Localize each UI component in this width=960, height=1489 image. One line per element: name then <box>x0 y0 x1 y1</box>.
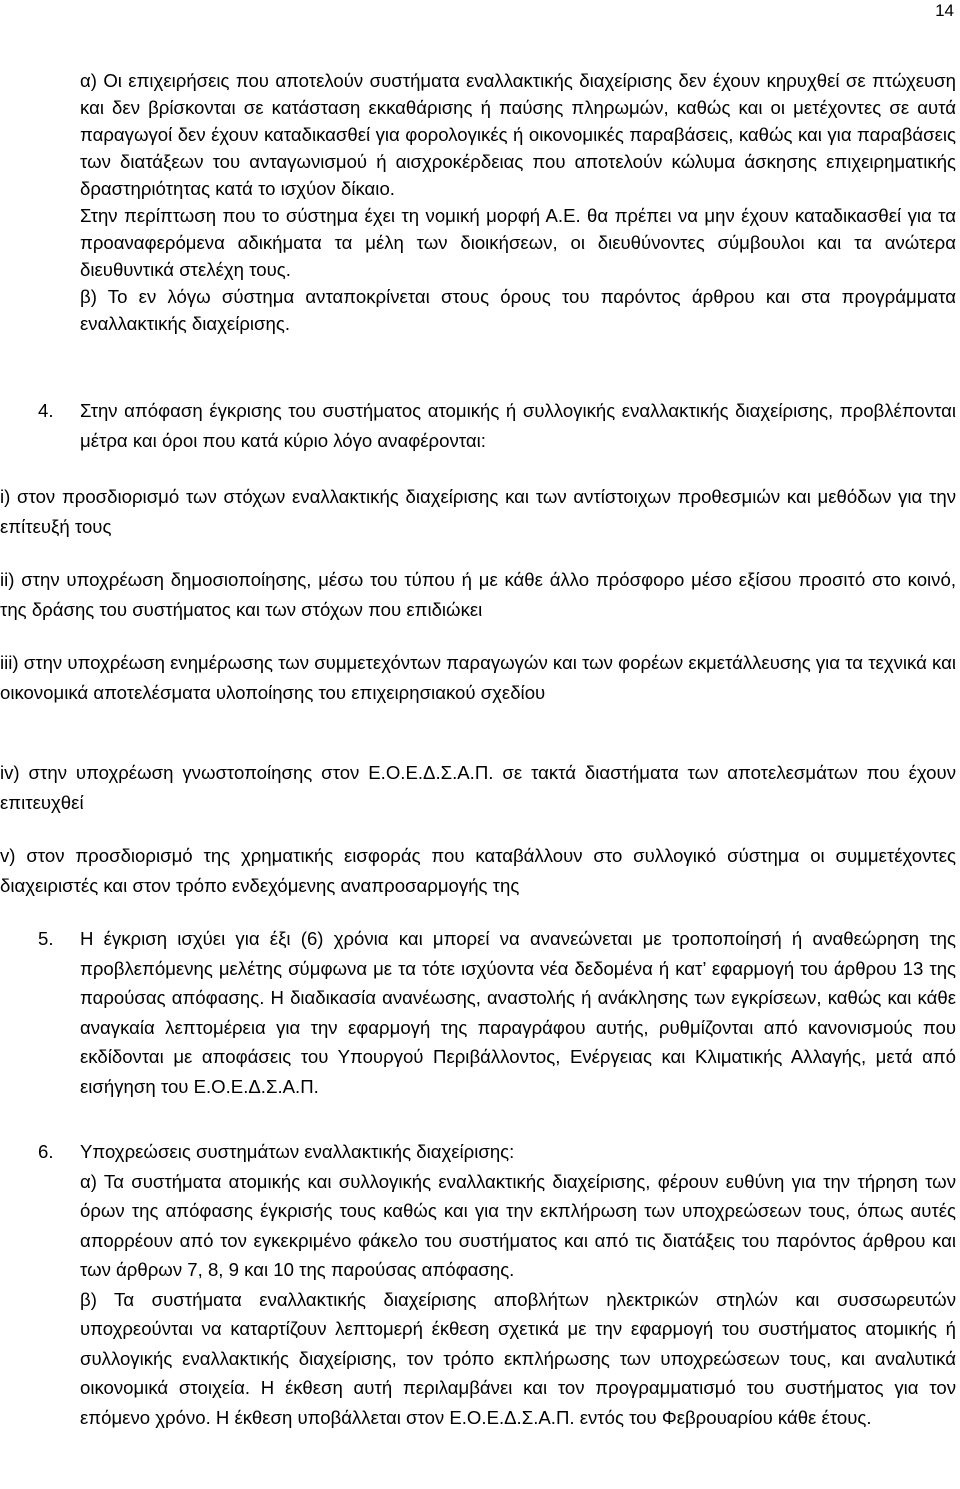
item-4-number: 4. <box>38 400 54 421</box>
sub-item-text: iii) στην υποχρέωση ενημέρωσης των συμμετεχόντων παραγωγών και των φορέων εκμετάλλευσης για τα τεχνικά και οικονομικά αποτελέσματα υλοποίησης του επιχειρησιακού σχεδίου <box>0 652 956 703</box>
paragraph-a: α) Οι επιχειρήσεις που αποτελούν συστήματα εναλλακτικής διαχείρισης δεν έχουν κηρυχθεί σε πτώχευση και δεν βρίσκονται σε κατάσταση εκκαθάρισης ή παύσης πληρωμών, καθώς και οι μετέχοντες σε αυτά παραγωγοί δεν έχουν καταδικασθεί για φορολογικές ή οικονομικές παραβάσεις, καθώς και για παραβάσεις των διατάξεων του ανταγωνισμού ή αισχροκέρδειας που αποτελούν κώλυμα άσκησης επιχειρηματικής δραστηριότητας κατά το ισχύον δίκαιο. <box>80 70 956 199</box>
sub-item-text: ii) στην υποχρέωση δημοσιοποίησης, μέσω του τύπου ή με κάθε άλλο πρόσφορο μέσο εξίσου προσιτό στο κοινό, της δράσης του συστήματος και των στόχων που επιδιώκει <box>0 569 956 620</box>
sub-item-text: v) στον προσδιορισμό της χρηματικής εισφοράς που καταβάλλουν στο συλλογικό σύστημα οι συμμετέχοντες διαχειριστές και στον τρόπο ενδεχόμενης αναπροσαρμογής της <box>0 845 956 896</box>
item-4-text: Στην απόφαση έγκρισης του συστήματος ατομικής ή συλλογικής εναλλακτικής διαχείρισης, προβλέπονται μέτρα και όροι που κατά κύριο λόγο αναφέρονται: <box>80 400 956 451</box>
item-6-paragraph-b: β) Τα συστήματα εναλλακτικής διαχείρισης αποβλήτων ηλεκτρικών στηλών και συσσωρευτών υποχρεούνται να καταρτίζουν λεπτομερή έκθεση σχετικά με την εφαρμογή του συστήματος ατομικής ή συλλογικής εναλλακτικής διαχείρισης, τον τρόπο εκπλήρωσης των υποχρεώσεων τους, και αναλυτικά οικονομικά στοιχεία. Η έκθεση αυτή περιλαμβάνει και τον προγραμματισμό του συστήματος για τον επόμενο χρόνο. Η έκθεση υποβάλλεται στον Ε.Ο.Ε.Δ.Σ.Α.Π. εντός του Φεβρουαρίου κάθε έτους. <box>80 1288 956 1428</box>
sub-item-i <box>0 482 956 541</box>
sub-item-iii <box>0 648 956 707</box>
sub-item-text: iv) στην υποχρέωση γνωστοποίησης στον Ε.Ο.Ε.Δ.Σ.Α.Π. σε τακτά διαστήματα των αποτελεσμάτων που έχουν επιτευχθεί <box>0 762 956 813</box>
sub-item-ii <box>0 565 956 624</box>
item-6-paragraph-a: α) Τα συστήματα ατομικής και συλλογικής εναλλακτικής διαχείρισης, φέρουν ευθύνη για την τήρηση των όρων της απόφασης έγκρισής τους καθώς και για την εκπλήρωση των υποχρεώσεων τους, όπως αυτές απορρέουν από τον εγκεκριμένο φάκελο του συστήματος και από τις διατάξεις του παρόντος άρθρου και των άρθρων 7, 8, 9 και 10 της παρούσας απόφασης. <box>80 1170 956 1280</box>
item-5-number: 5. <box>38 928 54 949</box>
section-a-block <box>80 67 956 337</box>
item-5-text: Η έγκριση ισχύει για έξι (6) χρόνια και μπορεί να ανανεώνεται με τροποποίησή ή αναθεώρηση της προβλεπόμενης μελέτης σύμφωνα με τα τότε ισχύοντα νέα δεδομένα ή κατ’ εφαρμογή του άρθρου 13 της παρούσας απόφασης. Η διαδικασία ανανέωσης, αναστολής ή ανάκλησης των εγκρίσεων, καθώς και κάθε αναγκαία λεπτομέρεια για την εφαρμογή της παραγράφου αυτής, ρυθμίζονται από κανονισμούς που εκδίδονται με αποφάσεις του Υπουργού Περιβάλλοντος, Ενέργειας και Κλιματικής Αλλαγής, μετά από εισήγηση του Ε.Ο.Ε.Δ.Σ.Α.Π. <box>80 928 956 1097</box>
page-number: 14 <box>935 1 954 20</box>
sub-item-text: i) στον προσδιορισμό των στόχων εναλλακτικής διαχείρισης και των αντίστοιχων προθεσμιών και μεθόδων για την επίτευξή τους <box>0 486 956 537</box>
item-6-heading: Υποχρεώσεις συστημάτων εναλλακτικής διαχείρισης: <box>80 1141 515 1162</box>
sub-item-v <box>0 841 956 900</box>
sub-item-iv <box>0 758 956 817</box>
paragraph-ae-case: Στην περίπτωση που το σύστημα έχει τη νομική μορφή Α.Ε. θα πρέπει να μην έχουν καταδικασθεί για τα προαναφερόμενα αδικήματα τα μέλη των διοικήσεων, οι διευθύνοντες σύμβουλοι και τα ανώτερα διευθυντικά στελέχη τους. <box>80 205 956 280</box>
item-6-number: 6. <box>38 1141 54 1162</box>
item-6-body <box>80 1137 956 1432</box>
paragraph-b: β) Το εν λόγω σύστημα ανταποκρίνεται στους όρους του παρόντος άρθρου και στα προγράμματα εναλλακτικής διαχείρισης. <box>80 286 956 334</box>
